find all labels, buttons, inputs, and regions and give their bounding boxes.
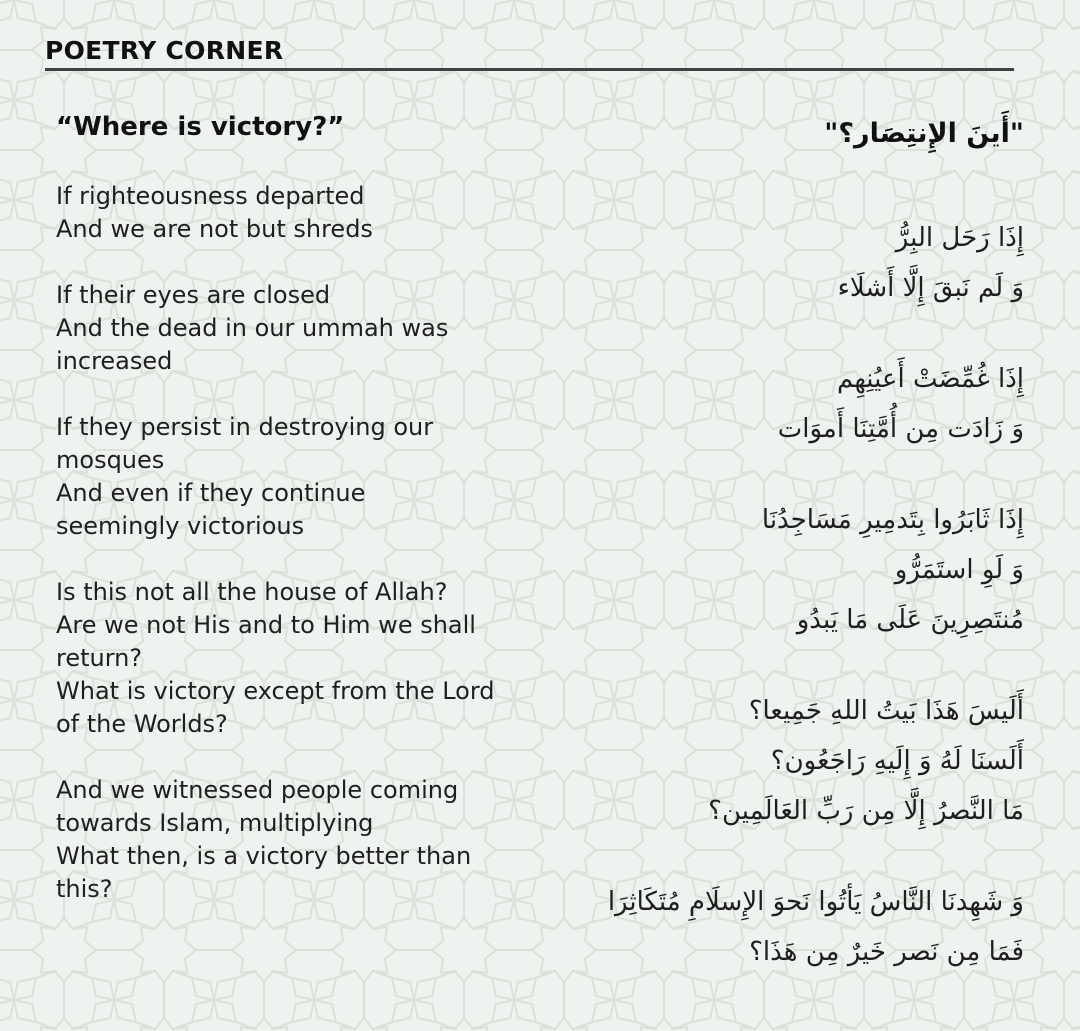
poem-line: Are we not His and to Him we shall [56, 611, 476, 639]
poem-line: إِذَا رَحَل البِرُّ [895, 223, 1024, 253]
english-poem-title: “Where is victory?” [56, 112, 345, 142]
poem-line: وَ زَادَت مِن أُمَّتِنَا أَموَات [777, 414, 1024, 444]
arabic-stanza-3 [504, 495, 1024, 645]
poem-line: If their eyes are closed [56, 281, 331, 309]
arabic-stanza-1 [504, 213, 1024, 313]
poem-line: increased [56, 347, 173, 375]
poem-line: فَمَا مِن نَصر خَيرٌ مِن هَذَا؟ [749, 937, 1024, 967]
poem-line: If they persist in destroying our [56, 413, 434, 441]
poem-line: Is this not all the house of Allah? [56, 578, 448, 606]
poem-line: وَ شَهِدنَا النَّاسُ يَأتُوا نَحوَ الإِسلَامِ مُتَكَاثِرَا [607, 887, 1024, 917]
poem-line: of the Worlds? [56, 710, 228, 738]
poem-line: وَ لَوِ استَمَرُّو [894, 555, 1024, 585]
arabic-stanza-5 [504, 877, 1024, 977]
poem-line: إِذَا غُمِّضَتْ أَعيُنِهِم [837, 364, 1024, 394]
poem-line: And we are not but shreds [56, 215, 373, 243]
arabic-stanza-2 [504, 354, 1024, 454]
poem-line: And even if they continue [56, 479, 366, 507]
english-stanza-5 [56, 774, 576, 906]
arabic-stanza-4 [504, 686, 1024, 836]
section-title: POETRY CORNER [45, 36, 284, 65]
poem-line: seemingly victorious [56, 512, 305, 540]
english-poem [56, 112, 576, 939]
english-stanza-2 [56, 279, 576, 378]
english-stanza-1 [56, 180, 576, 246]
poem-line: this? [56, 875, 113, 903]
poem-line: And the dead in our ummah was [56, 314, 449, 342]
poem-line: مُنتَصِرِينَ عَلَى مَا يَبدُو [796, 605, 1024, 635]
poem-line: towards Islam, multiplying [56, 809, 374, 837]
title-divider [45, 68, 1014, 71]
poem-line: وَ لَم نَبقَ إِلَّا أَشلَاء [837, 273, 1024, 303]
poem-line: أَلَيسَ هَذَا بَيتُ اللهِ جَمِيعا؟ [748, 696, 1024, 726]
poem-line: And we witnessed people coming [56, 776, 459, 804]
english-stanza-4 [56, 576, 576, 741]
arabic-poem [504, 110, 1024, 1018]
arabic-poem-title: "أَينَ الإِنتِصَار؟" [824, 118, 1024, 149]
poem-line: If righteousness departed [56, 182, 365, 210]
poem-line: What then, is a victory better than [56, 842, 472, 870]
poem-line: أَلَسنَا لَهُ وَ إِلَيهِ رَاجَعُون؟ [770, 746, 1024, 776]
poem-line: mosques [56, 446, 165, 474]
poem-line: return? [56, 644, 143, 672]
english-stanza-3 [56, 411, 576, 543]
poem-line: مَا النَّصرُ إِلَّا مِن رَبِّ العَالَمِين؟ [708, 796, 1024, 826]
poem-line: What is victory except from the Lord [56, 677, 495, 705]
poem-line: إِذَا ثَابَرُوا بِتَدمِيرِ مَسَاجِدُنَا [761, 505, 1024, 535]
